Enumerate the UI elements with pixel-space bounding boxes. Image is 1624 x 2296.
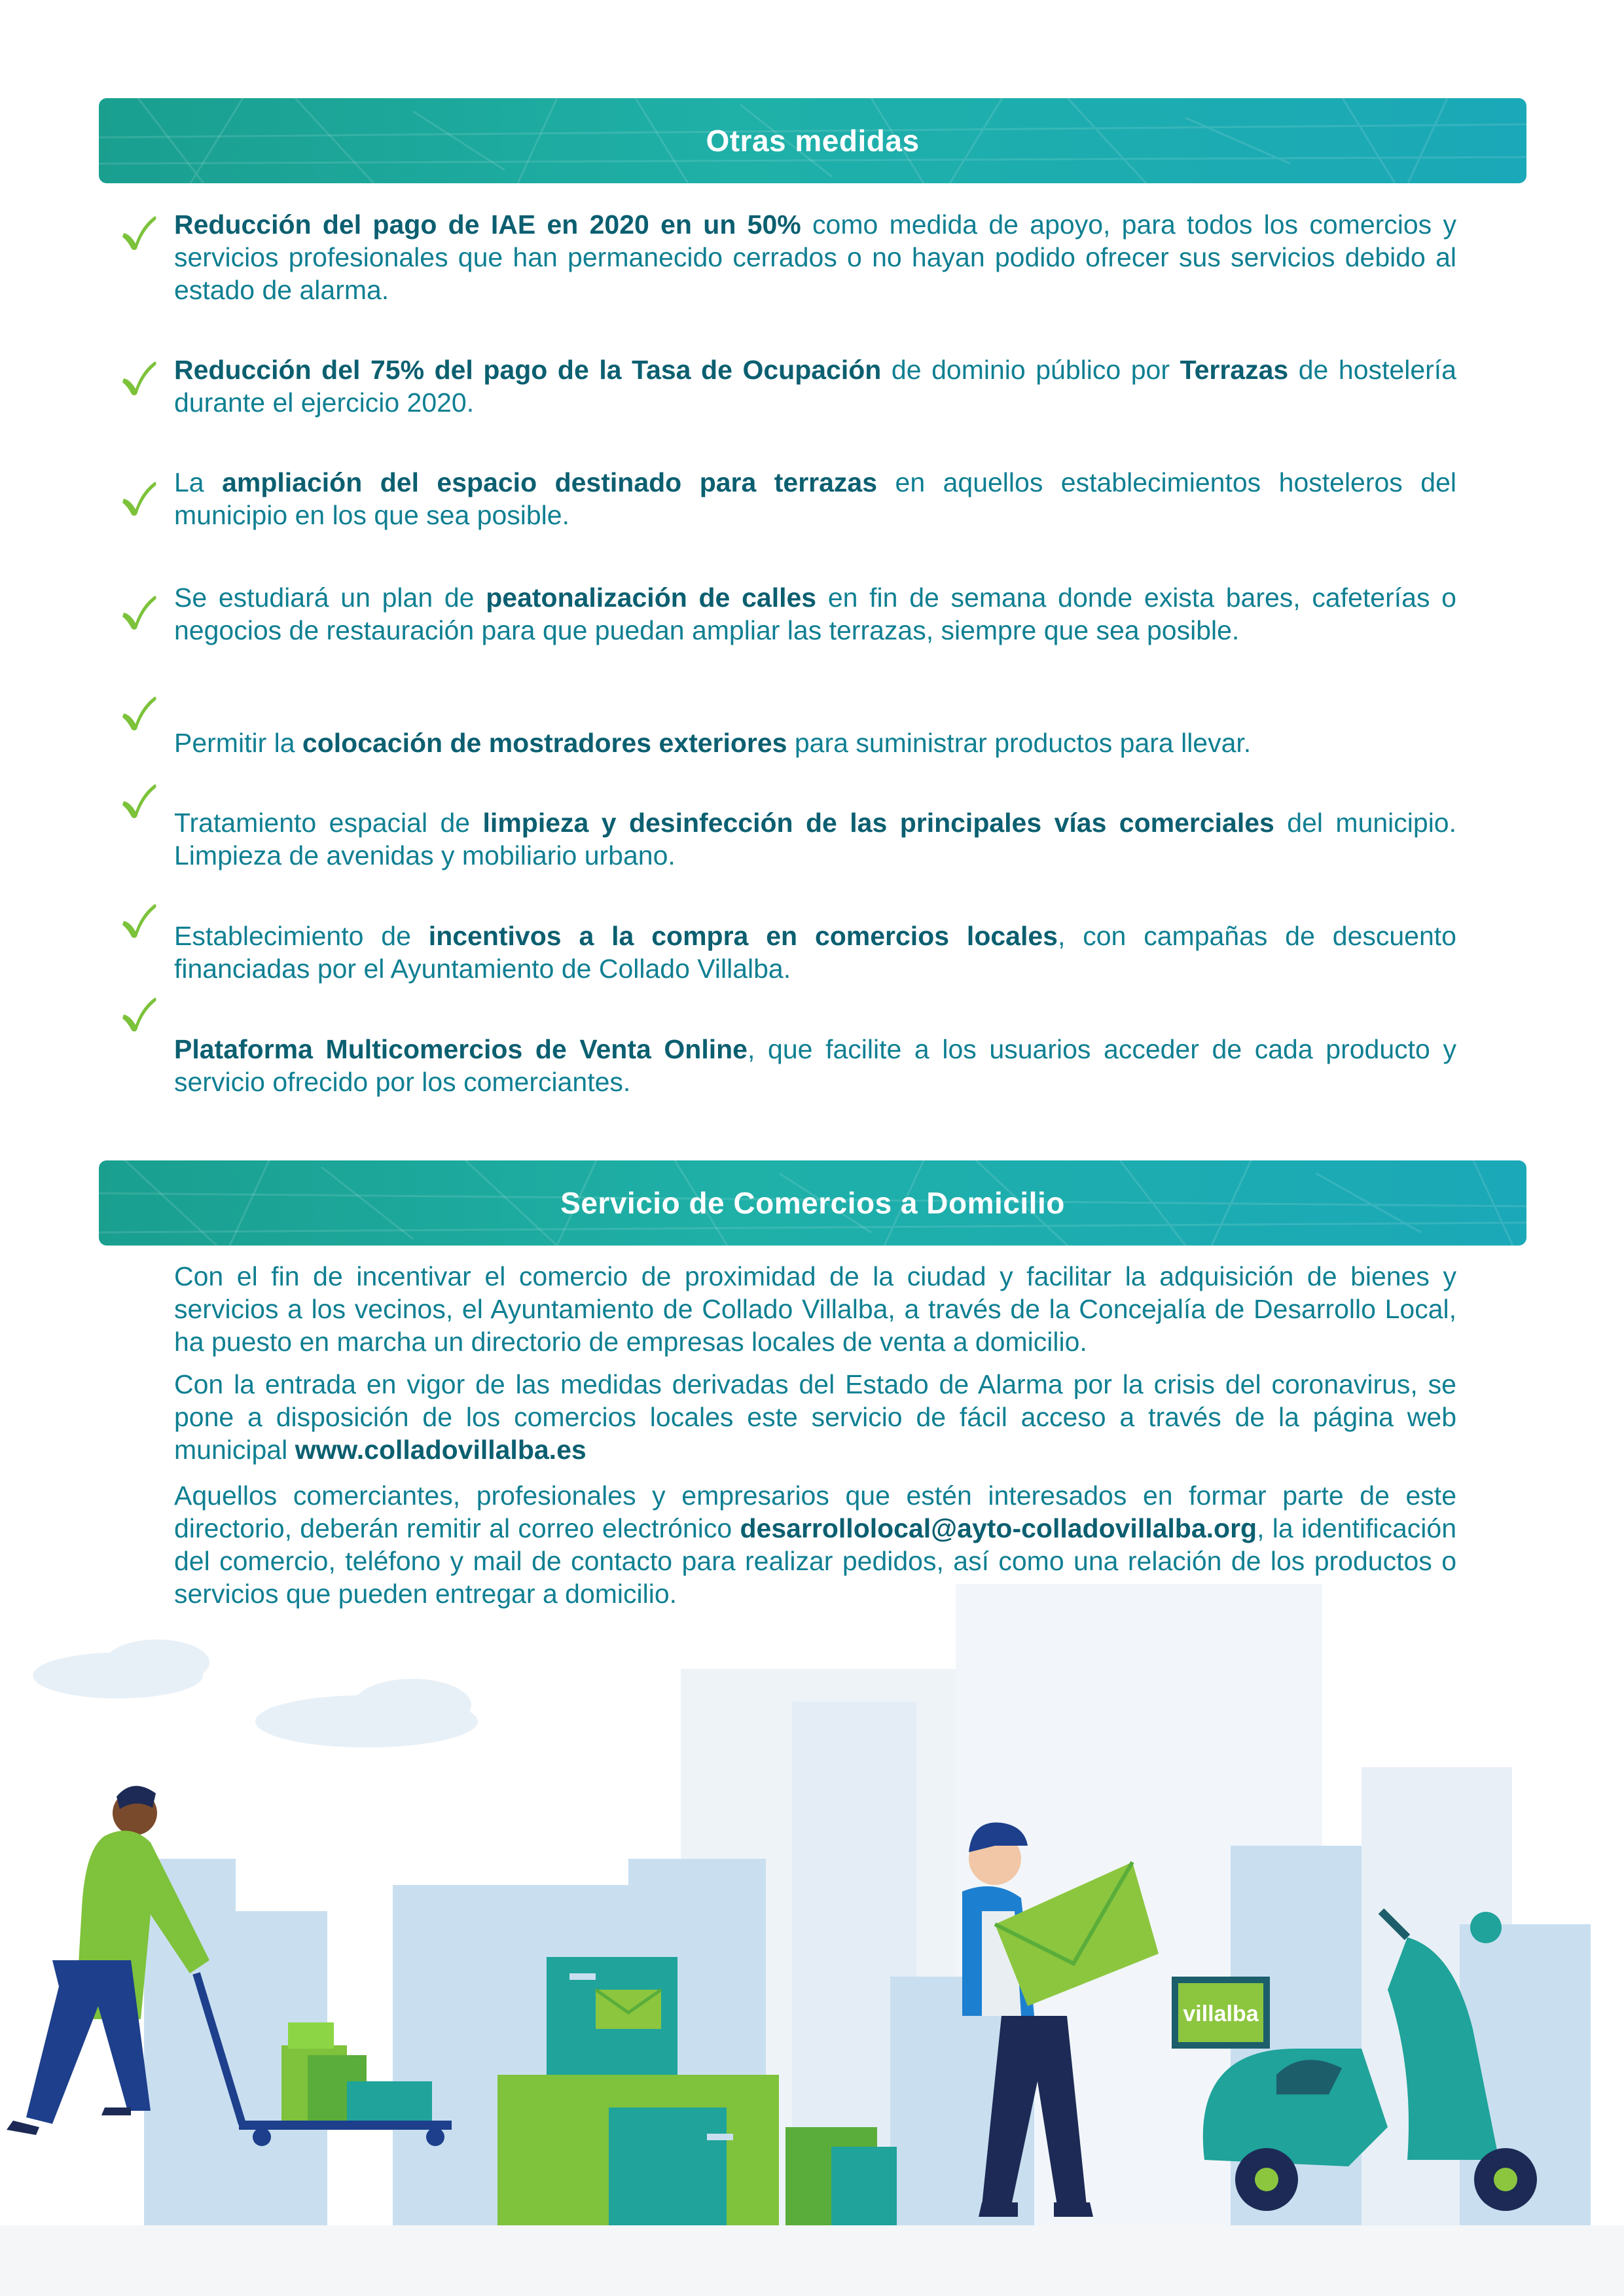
text-run: para suministrar productos para llevar.: [787, 728, 1252, 758]
servicio-paragraph: [174, 1260, 1456, 1358]
bold-text: www.colladovillalba.es: [295, 1435, 586, 1465]
scooter-logo: villalba: [1183, 2001, 1259, 2026]
checkmark-icon: [121, 995, 158, 1033]
text-run: , con campañas de descuento financiadas por el Ayuntamiento de Collado Villalba.: [174, 921, 1456, 984]
text-run: La: [174, 467, 223, 497]
text-run: Aquellos comerciantes, profesionales y empresarios que estén interesados en formar parte de este directorio, deberán remitir al correo electrónico: [174, 1480, 1456, 1543]
measure-text: [174, 806, 1456, 872]
measure-item: [121, 726, 1456, 759]
bold-text: limpieza y desinfección de las principales vías comerciales: [482, 808, 1274, 838]
clouds: [33, 1640, 478, 1748]
checkmark-icon: [121, 694, 158, 732]
section-header-otras-medidas: [99, 98, 1526, 183]
measure-text: [174, 726, 1456, 759]
ground: [0, 2225, 1624, 2296]
bold-text: Reducción del pago de IAE en 2020 en un 50%: [174, 209, 801, 240]
checkmark-icon: [121, 781, 158, 819]
text-run: Establecimiento de: [174, 921, 429, 951]
delivery-illustration: [0, 1571, 1624, 2296]
text-run: Tratamiento espacial de: [174, 808, 483, 838]
measure-item: [121, 581, 1456, 647]
bold-text: Plataforma Multicomercios de Venta Online: [174, 1034, 748, 1064]
bold-text: desarrollolocal@ayto-colladovillalba.org: [740, 1513, 1257, 1543]
text-run: como medida de apoyo, para todos los comercios y servicios profesionales que han permanecido cerrados o no hayan podido ofrecer sus servicios debido al estado de alarma.: [174, 209, 1456, 305]
text-run: , que facilite a los usuarios acceder de cada producto y servicio ofrecido por los comerciantes.: [174, 1034, 1456, 1097]
section-title: Otras medidas: [706, 124, 920, 158]
bold-text: Reducción del 75% del pago de la Tasa de Ocupación: [174, 355, 882, 385]
text-run: Permitir la: [174, 728, 302, 758]
text-run: en fin de semana donde exista bares, cafeterías o negocios de restauración para que puedan ampliar las terrazas, siempre que sea posible.: [174, 583, 1456, 645]
text-run: en aquellos establecimientos hosteleros del municipio en los que sea posible.: [174, 467, 1456, 530]
measure-item: [121, 920, 1456, 985]
measure-text: [174, 1033, 1456, 1098]
measure-item: [121, 806, 1456, 872]
measure-text: [174, 466, 1456, 531]
text-run: del municipio. Limpieza de avenidas y mobiliario urbano.: [174, 808, 1456, 870]
text-run: de dominio público por: [881, 355, 1180, 385]
bold-text: colocación de mostradores exteriores: [302, 728, 787, 758]
text-run: Con el fin de incentivar el comercio de proximidad de la ciudad y facilitar la adquisición de bienes y servicios a los vecinos, el Ayuntamiento de Collado Villalba, a través de la Concejalía de Desarrollo Local, ha puesto en marcha un directorio de empresas locales de venta a domicilio.: [174, 1261, 1456, 1357]
bold-text: Terrazas: [1180, 355, 1289, 385]
section-header-servicio-domicilio: [99, 1160, 1526, 1246]
section-title: Servicio de Comercios a Domicilio: [560, 1186, 1065, 1220]
checkmark-icon: [121, 593, 158, 631]
measure-item: [121, 208, 1456, 306]
checkmark-icon: [121, 359, 158, 397]
checkmark-icon: [121, 479, 158, 517]
text-run: Se estudiará un plan de: [174, 583, 486, 613]
checkmark-icon: [121, 901, 158, 939]
servicio-paragraph: [174, 1368, 1456, 1466]
text-run: de hostelería durante el ejercicio 2020.: [174, 355, 1456, 418]
checkmark-icon: [121, 213, 158, 251]
bold-text: peatonalización de calles: [486, 583, 817, 613]
measure-text: [174, 208, 1456, 306]
measure-text: [174, 920, 1456, 985]
measure-item: [121, 466, 1456, 531]
text-run: , la identificación del comercio, teléfono y mail de contacto para realizar pedidos, así como una relación de los productos o servicios que pueden entregar a domicilio.: [174, 1513, 1456, 1609]
measure-item: [121, 1033, 1456, 1098]
bold-text: incentivos a la compra en comercios locales: [428, 921, 1058, 951]
measure-text: [174, 353, 1456, 419]
bold-text: ampliación del espacio destinado para terrazas: [222, 467, 878, 497]
text-run: Con la entrada en vigor de las medidas derivadas del Estado de Alarma por la crisis del coronavirus, se pone a disposición de los comercios locales este servicio de fácil acceso a través de la página web municipal: [174, 1369, 1456, 1465]
measure-text: [174, 581, 1456, 647]
measure-item: [121, 353, 1456, 419]
